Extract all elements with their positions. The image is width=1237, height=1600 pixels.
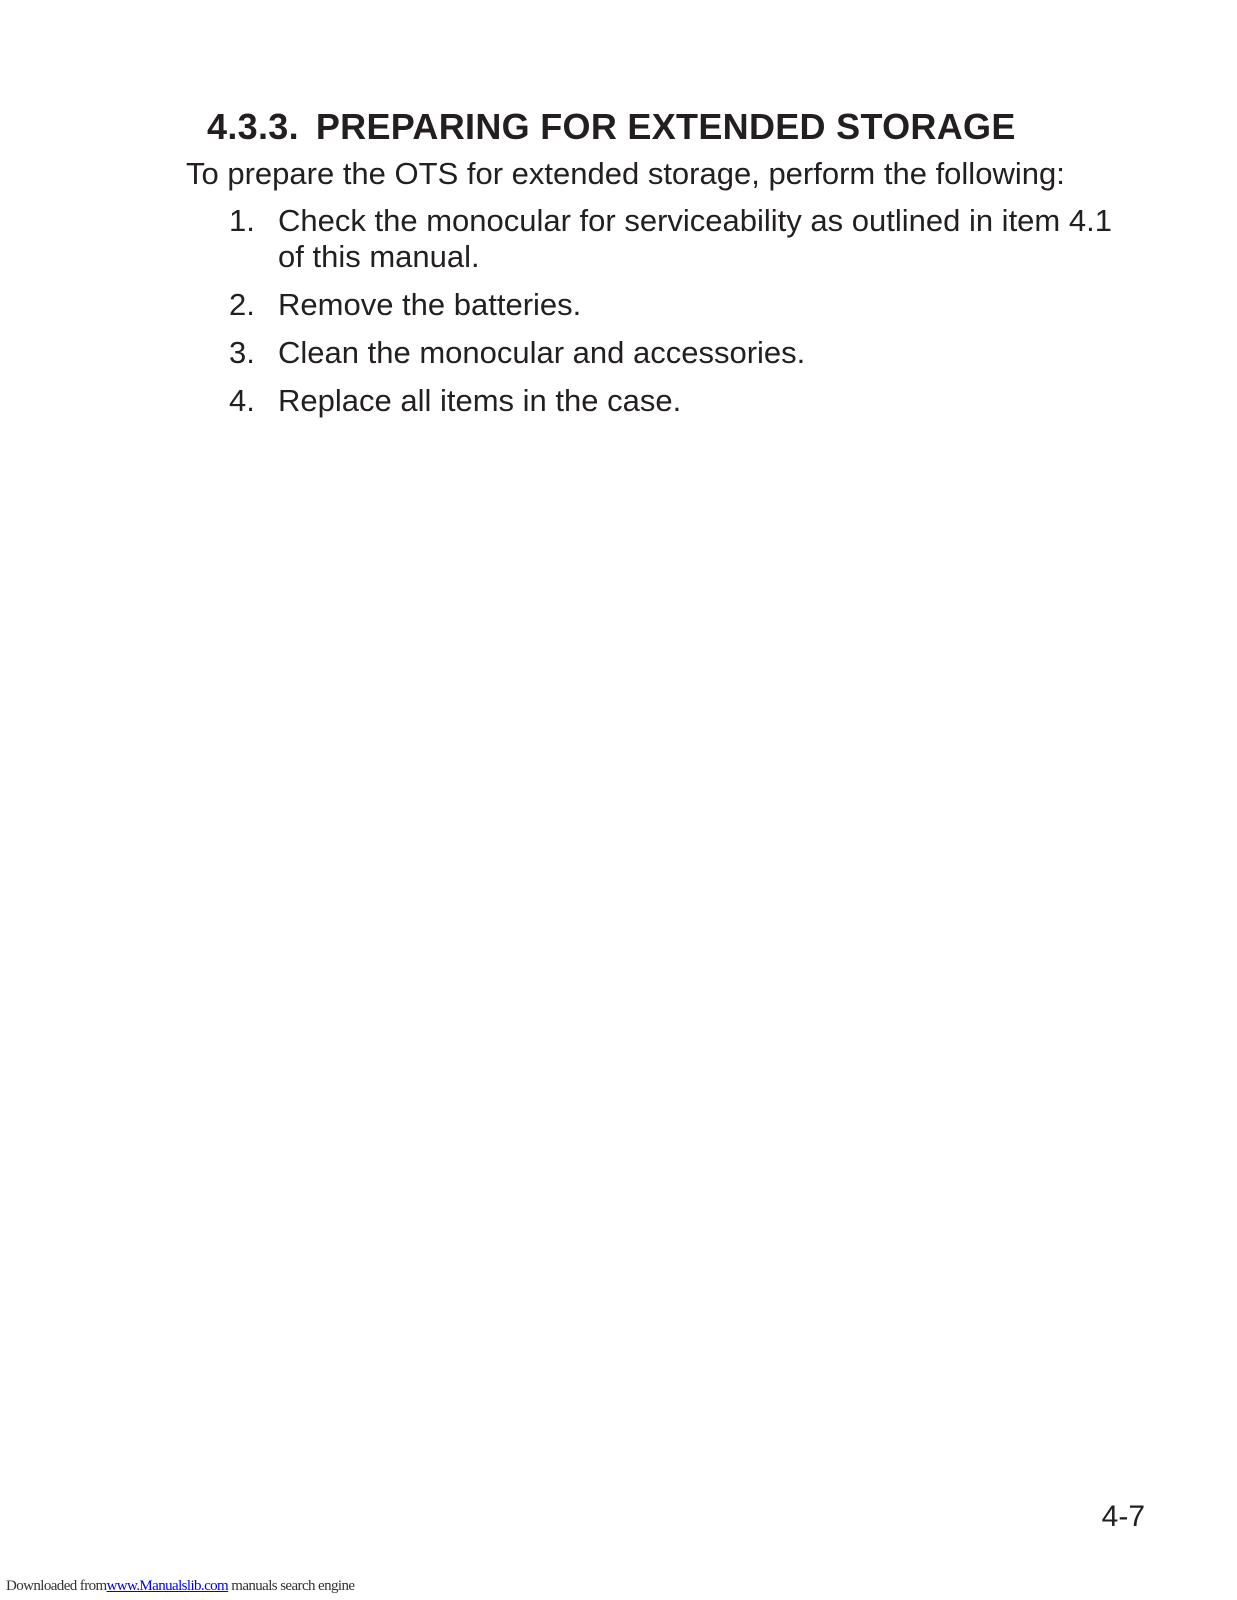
step-item: [229, 335, 1129, 371]
page-number: 4-7: [1101, 1500, 1145, 1533]
section-title: PREPARING FOR EXTENDED STORAGE: [315, 106, 1016, 147]
step-number: 2.: [229, 287, 255, 322]
section-number: 4.3.3.: [207, 106, 299, 147]
step-number: 3.: [229, 335, 255, 370]
step-item: [229, 203, 1129, 275]
download-footer: [6, 1578, 354, 1595]
step-number: 1.: [229, 203, 255, 238]
step-number: 4.: [229, 383, 255, 418]
footer-suffix: manuals search engine: [228, 1578, 355, 1594]
step-text: Check the monocular for serviceability as outlined in item 4.1 of this manual.: [278, 203, 1112, 274]
intro-text: To prepare the OTS for extended storage, perform the following:: [186, 156, 1065, 191]
manualslib-link[interactable]: www.Manualslib.com: [106, 1578, 229, 1594]
step-text: Clean the monocular and accessories.: [278, 335, 806, 370]
step-text: Remove the batteries.: [278, 287, 582, 322]
section-heading: [207, 106, 1016, 148]
step-item: [229, 287, 1129, 323]
step-item: [229, 383, 1129, 419]
step-text: Replace all items in the case.: [278, 383, 682, 418]
steps-list: [229, 203, 1129, 431]
footer-prefix: Downloaded from: [6, 1578, 107, 1594]
